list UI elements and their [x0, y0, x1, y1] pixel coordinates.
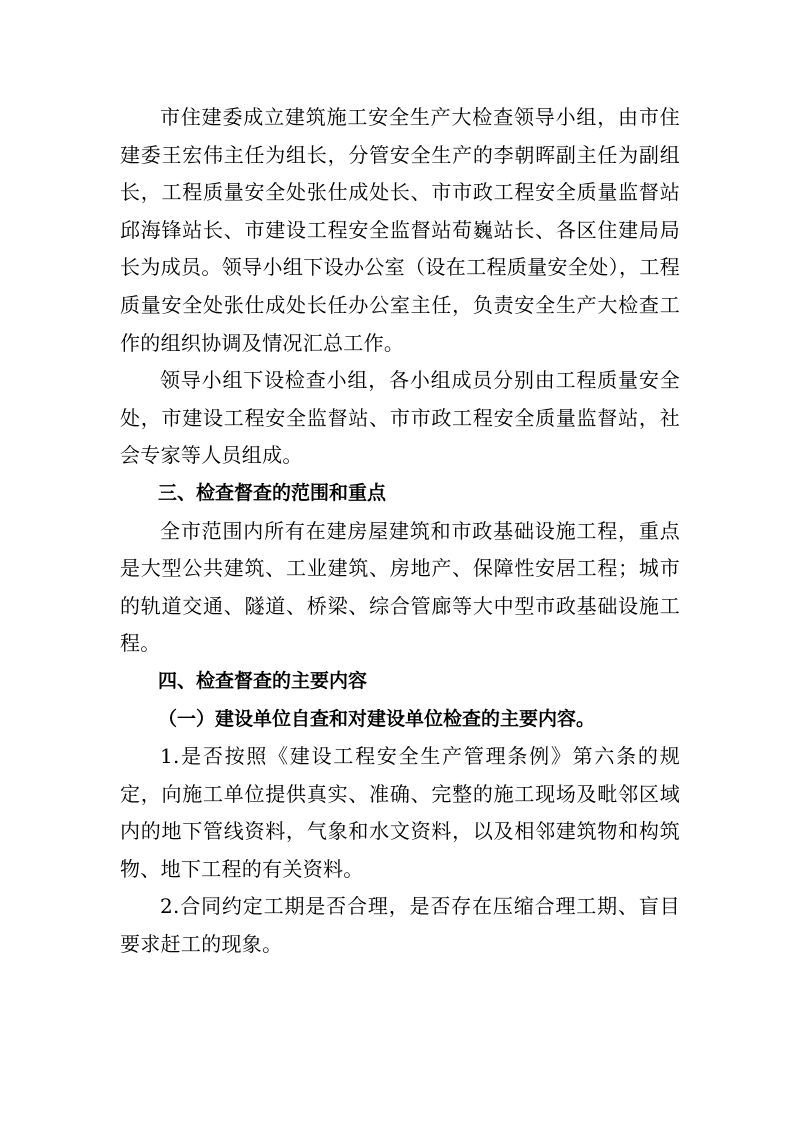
subsection-heading-developer: （一）建设单位自查和对建设单位检查的主要内容。 [158, 707, 596, 730]
document-body [120, 99, 680, 964]
list-item-1: 1.是否按照《建设工程安全生产管理条例》第六条的规定，向施工单位提供真实、准确、完整的施工现场及毗邻区域内的地下管线资料，气象和水文资料，以及相邻建筑物和构筑物、地下工程的有关资料。 [120, 744, 680, 881]
section-heading-scope: 三、检查督查的范围和重点 [158, 481, 387, 504]
section-heading-content: 四、检查督查的主要内容 [158, 669, 368, 692]
paragraph-leadership-group: 市住建委成立建筑施工安全生产大检查领导小组，由市住建委王宏伟主任为组长，分管安全生产的李朝晖副主任为副组长，工程质量安全处张仕成处长、市市政工程安全质量监督站邱海锋站长、市建设工程安全监督站荀巍站长、各区住建局局长为成员。领导小组下设办公室（设在工程质量安全处），工程质量安全处张仕成处长任办公室主任，负责安全生产大检查工作的组织协调及情况汇总工作。 [120, 105, 680, 355]
paragraph-inspection-teams: 领导小组下设检查小组，各小组成员分别由工程质量安全处，市建设工程安全监督站、市市政工程安全质量监督站，社会专家等人员组成。 [120, 368, 680, 468]
list-item-2: 2.合同约定工期是否合理，是否存在压缩合理工期、盲目要求赶工的现象。 [120, 894, 680, 957]
paragraph-scope: 全市范围内所有在建房屋建筑和市政基础设施工程，重点是大型公共建筑、工业建筑、房地产、保障性安居工程；城市的轨道交通、隧道、桥梁、综合管廊等大中型市政基础设施工程。 [120, 518, 680, 656]
